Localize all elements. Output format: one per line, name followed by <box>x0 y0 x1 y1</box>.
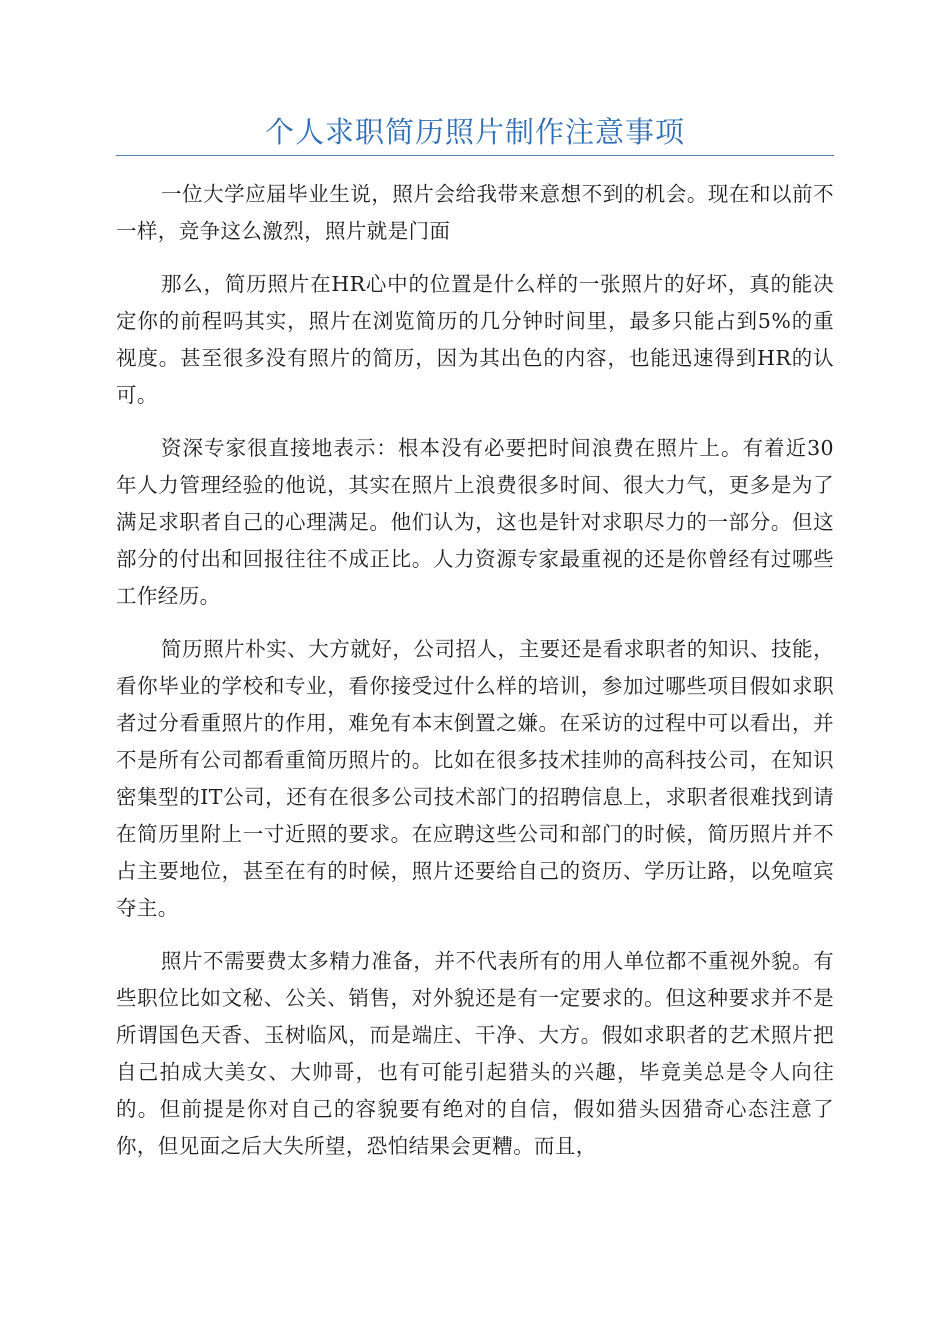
document-body <box>116 176 834 1181</box>
paragraph-5: 照片不需要费太多精力准备，并不代表所有的用人单位都不重视外貌。有些职位比如文秘、公关、销售，对外貌还是有一定要求的。但这种要求并不是所谓国色天香、玉树临风，而是端庄、干净、大方。假如求职者的艺术照片把自己拍成大美女、大帅哥，也有可能引起猎头的兴趣，毕竟美总是令人向往的。但前提是你对自己的容貌要有绝对的自信，假如猎头因猎奇心态注意了你，但见面之后大失所望，恐怕结果会更糟。而且， <box>116 949 834 1158</box>
paragraph-2: 那么，简历照片在HR心中的位置是什么样的一张照片的好坏，真的能决定你的前程吗其实，照片在浏览简历的几分钟时间里，最多只能占到5%的重视度。甚至很多没有照片的简历，因为其出色的内容，也能迅速得到HR的认可。 <box>116 272 834 407</box>
paragraph-1: 一位大学应届毕业生说，照片会给我带来意想不到的机会。现在和以前不一样，竞争这么激烈，照片就是门面 <box>116 182 834 243</box>
title-underline <box>116 155 834 156</box>
paragraph-4: 简历照片朴实、大方就好，公司招人，主要还是看求职者的知识、技能，看你毕业的学校和专业，看你接受过什么样的培训，参加过哪些项目假如求职者过分看重照片的作用，难免有本末倒置之嫌。在采访的过程中可以看出，并不是所有公司都看重简历照片的。比如在很多技术挂帅的高科技公司，在知识密集型的IT公司，还有在很多公司技术部门的招聘信息上，求职者很难找到请在简历里附上一寸近照的要求。在应聘这些公司和部门的时候，简历照片并不占主要地位，甚至在有的时候，照片还要给自己的资历、学历让路，以免喧宾夺主。 <box>116 637 834 920</box>
document-title: 个人求职简历照片制作注意事项 <box>264 115 685 149</box>
paragraph-3: 资深专家很直接地表示：根本没有必要把时间浪费在照片上。有着近30年人力管理经验的他说，其实在照片上浪费很多时间、很大力气，更多是为了满足求职者自己的心理满足。他们认为，这也是针对求职尽力的一部分。但这部分的付出和回报往往不成正比。人力资源专家最重视的还是你曾经有过哪些工作经历。 <box>116 436 834 608</box>
